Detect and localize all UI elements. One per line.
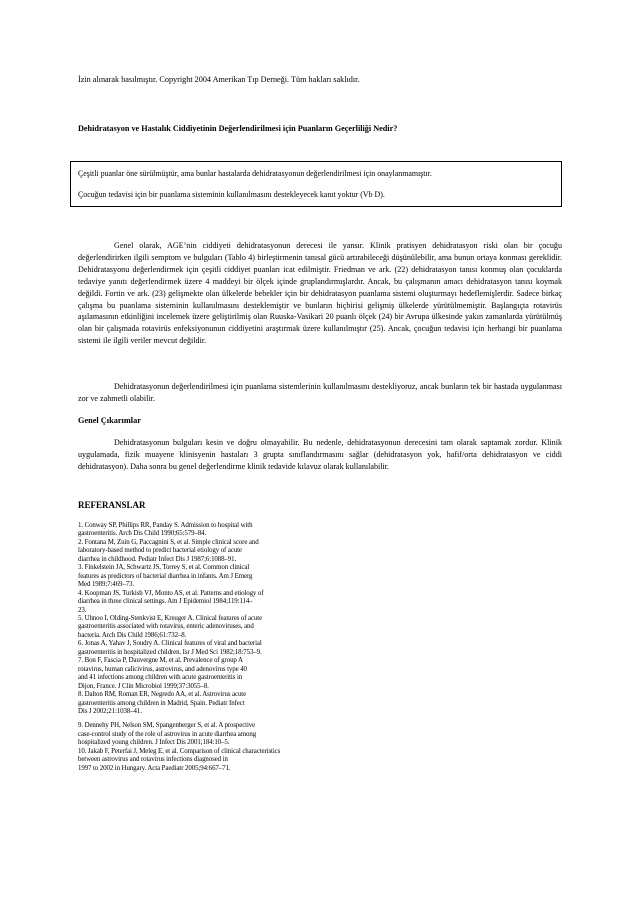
body-paragraph-2: Dehidratasyonun değerlendirilmesi için puanlama sistemlerinin kullanılmasını destekliyoruz, ancak bunların tek bir hastada uygulanması zor ve zahmetli olabilir. <box>78 382 562 403</box>
reference-line: Dijon, France. J Clin Microbiol 1999;37:3055–8. <box>78 682 209 690</box>
reference-line: hospitalized young children. J Infect Dis 2001;184:10–5. <box>78 739 230 747</box>
body-paragraph-3: Dehidratasyonun bulguları kesin ve doğru olmayabilir. Bu nedenle, dehidratasyonun derecesini tam olarak saptamak zordur. Klinik uygulamada, fizik muayene klinisyenin hastaları 3 grupta sınıflandırmasını sağlar (dehidratasyon yok, hafif/orta dehidratasyon ve ciddi dehidratasyon). Daha sonra bu genel değerlendirme klinik tedavide kılavuz olarak kullanılabilir. <box>78 438 562 471</box>
reference-line: between astrovirus and rotavirus infections diagnosed in <box>78 756 228 764</box>
reference-line: 9. Dennehy PH, Nelson SM, Spangenberger S, et al. A prospective <box>78 722 256 730</box>
copyright-notice: İzin alınarak basılmıştır. Copyright 2004 Amerikan Tıp Derneği. Tüm hakları saklıdır. <box>78 75 360 84</box>
body-paragraph-1: Genel olarak, AGE’nin ciddiyeti dehidratasyonun derecesi ile yansır. Klinik pratisyen dehidratasyon riski olan bir çocuğu değerlendirirken ilgili semptom ve bulguları (Tablo 4) birleştirmenin tanısal gücü artırabileceği düşünülebilir, ama bunun ortaya konması gereklidir. Dehidratasyonu değerlendirmek için çeşitli ciddiyet puanları icat edilmiştir. Friedman ve ark. (22) dehidratasyon tanısı konmuş olan çocuklarda tedaviye yanıtı değerlendirmek üzere 4 maddeyi bir ölçek içinde gruplandırmışlardır. Ancak, bu çalışmanın amacı dehidratasyon tanısı koymak değildi. Fortin ve ark. (23) gelişmekte olan ülkelerde bebekler için bir dehidratasyon puanlama sistemi oluşturmayı hedeflemişlerdir. Sadece birkaç çalışma bu puanlama sisteminin kullanılmasını desteklemiştir ve bunların hiçbirisi gelişmiş ülkelerde yürütülmemiştir. Başlangıçta rotavirüs aşılamasının etkinliğini incelemek üzere geliştirilmiş olan Ruuska-Vasikari 20 puanlı ölçek (24) bir Avrupa ülkesinde yakın zamanlarda yürütülmüş olan bir çalışmada rotavirüs enfeksiyonunun ciddiyetini araştırmak üzere kullanılmıştır (25). Ancak, çocuğun tedavisi için herhangi bir puanlama sistemi ile ilgili veriler mevcut değildir. <box>78 241 562 346</box>
reference-line: bacteria. Arch Dis Child 1986;61:732–8. <box>78 631 187 639</box>
reference-line: diarrhea in childhood. Pediatr Infect Dis J 1987;6:1088–91. <box>78 555 237 563</box>
reference-line: Dis J 2002;21:1038–41. <box>78 707 142 715</box>
reference-line: 7. Bon F, Fascia P, Dauvergne M, et al. Prevalence of group A <box>78 657 243 665</box>
reference-line: gastroenteritis. Arch Dis Child 1990;65:579–84. <box>78 530 207 538</box>
heading-genel-cikarimlar: Genel Çıkarımlar <box>78 416 141 425</box>
reference-line: and 41 infections among children with acute gastroenteritis in <box>78 674 243 682</box>
reference-line: Med 1989;7:469–73. <box>78 581 135 589</box>
reference-line: gastroenteritis associated with rotavirus, enteric adenoviruses, and <box>78 623 254 631</box>
reference-line: 3. Finkelstein JA, Schwartz JS, Torrey S, et al. Common clinical <box>78 564 250 572</box>
reference-line: 1. Conway SP, Phillips RR, Panday S. Admission to hospital with <box>78 522 253 529</box>
reference-line: 5. Uhnoo I, Olding-Stenkvist E, Kreuger A. Clinical features of acute <box>78 614 263 622</box>
reference-line: 10. Jakab F, Peterfai J, Meleg E, et al. Comparison of clinical characteristics <box>78 747 281 755</box>
reference-group-2 <box>78 722 398 773</box>
reference-group-1 <box>78 522 398 716</box>
reference-line: 6. Jonas A, Yahav J, Soudry A. Clinical features of viral and bacterial <box>78 640 262 648</box>
reference-line: gastroenteritis among children in Madrid, Spain. Pediatr Infect <box>78 699 245 707</box>
reference-line: laboratory-based method to predict bacterial etiology of acute <box>78 547 242 555</box>
reference-line: rotavirus, human calicivirus, astrovirus, and adenovirus type 40 <box>78 665 247 673</box>
reference-line: 1997 to 2002 in Hungary. Acta Paediatr 2005;94:667–71. <box>78 764 231 772</box>
section-title: Dehidratasyon ve Hastalık Ciddiyetinin Değerlendirilmesi için Puanların Geçerliliği Nedir? <box>78 124 398 133</box>
heading-references: REFERANSLAR <box>78 500 146 510</box>
reference-line: features as predictors of bacterial diarrhea in infants. Am J Emerg <box>78 572 253 580</box>
reference-line: 23. <box>78 606 87 614</box>
reference-line: diarrhea in three clinical settings. Am J Epidemiol 1984;119:114– <box>78 598 253 606</box>
reference-line: 4. Koopman JS, Turkish VJ, Monto AS, et al. Patterns and etiology of <box>78 589 264 597</box>
reference-line: 8. Dalton RM, Roman ER, Negredo AA, et al. Astrovirus acute <box>78 691 247 699</box>
reference-line: 2. Fontana M, Zuin G, Paccagnini S, et al. Simple clinical score and <box>78 538 259 546</box>
reference-line: gastroenteritis in hospitalized children. Isr J Med Sci 1982;18:753–9. <box>78 648 262 656</box>
reference-list <box>78 522 398 773</box>
reference-line: case-control study of the role of astrovirus in acute diarrhea among <box>78 730 257 738</box>
summary-box <box>70 161 562 207</box>
summary-line-2: Çocuğun tedavisi için bir puanlama sisteminin kullanılmasını destekleyecek kanıt yoktur (Vb D). <box>78 190 385 199</box>
summary-line-1: Çeşitli puanlar öne sürülmüştür, ama bunlar hastalarda dehidratasyonun değerlendirilmesi için onaylanmamıştır. <box>78 169 432 178</box>
